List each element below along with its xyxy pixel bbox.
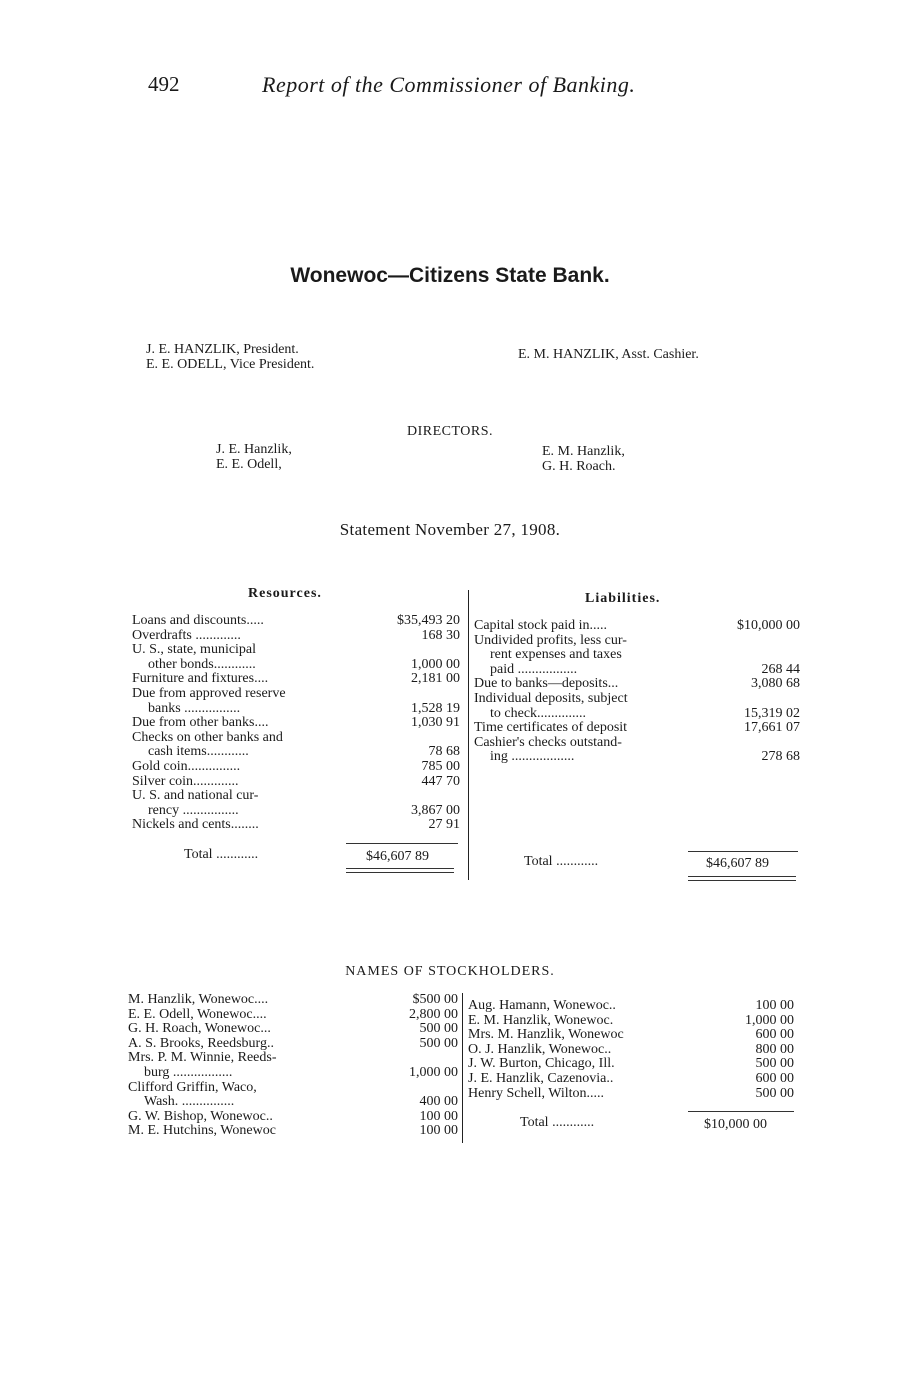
officers-left (146, 342, 314, 372)
resources-row: U. S. and national cur- (132, 788, 259, 804)
resources-row: Overdrafts ............. 168 30 (132, 627, 460, 643)
bank-title: Wonewoc—Citizens State Bank. (290, 264, 610, 287)
stockholder-row: M. E. Hutchins, Wonewoc 100 00 (128, 1123, 458, 1139)
resources-row: cash items............ 78 68 (148, 744, 460, 760)
liabilities-row: Undivided profits, less cur- (474, 632, 627, 648)
director-item: E. E. Odell, (216, 457, 282, 472)
liabilities-row: Capital stock paid in..... $10,000 00 (474, 618, 800, 633)
stockholders-left-table (128, 993, 458, 1139)
officer-asst-cashier: E. M. HANZLIK, Asst. Cashier. (518, 347, 699, 362)
resources-total-amount: $46,607 89 (366, 849, 429, 864)
column-divider (468, 590, 469, 880)
resources-row: Silver coin............. 447 70 (132, 773, 460, 789)
stockholder-row: O. J. Hanzlik, Wonewoc.. 800 00 (468, 1041, 794, 1057)
stockholder-row: G. H. Roach, Wonewoc... 500 00 (128, 1021, 458, 1037)
stockholder-row: Henry Schell, Wilton..... 500 00 (468, 1085, 794, 1101)
resources-total-label: Total ............ (184, 847, 259, 862)
liabilities-row: Time certificates of deposit 17,661 07 (474, 720, 800, 736)
stockholders-total-amount: $10,000 00 (704, 1117, 767, 1132)
resources-row: Checks on other banks and (132, 729, 283, 745)
statement-title: Statement November 27, 1908. (339, 520, 561, 539)
director-item: J. E. Hanzlik, (216, 442, 292, 457)
liabilities-subtotal-rule (688, 851, 798, 852)
stockholder-row: Mrs. M. Hanzlik, Wonewoc 600 00 (468, 1027, 794, 1043)
running-head: Report of the Commissioner of Banking. (262, 72, 636, 97)
resources-row: other bonds............ 1,000 00 (148, 656, 460, 672)
liabilities-row: rent expenses and taxes (490, 647, 622, 663)
stockholder-row: Clifford Griffin, Waco, (128, 1079, 257, 1095)
resources-heading: Resources. (248, 586, 322, 601)
directors-left (216, 442, 292, 472)
page-number: 492 (148, 72, 180, 96)
resources-row: rency ................ 3,867 00 (148, 802, 460, 818)
liabilities-total-amount: $46,607 89 (706, 856, 769, 871)
resources-row: Loans and discounts..... $35,493 20 (132, 613, 460, 628)
director-item: G. H. Roach. (542, 459, 616, 474)
directors-heading: DIRECTORS. (406, 424, 494, 439)
resources-row: Nickels and cents........ 27 91 (132, 817, 460, 833)
stockholder-row: Mrs. P. M. Winnie, Reeds- (128, 1050, 277, 1066)
resources-row: Due from other banks.... 1,030 91 (132, 715, 460, 731)
stockholder-row: burg ................. 1,000 00 (144, 1064, 458, 1080)
stockholders-right-table (468, 999, 794, 1101)
stockholder-row: M. Hanzlik, Wonewoc.... $500 00 (128, 992, 458, 1007)
liabilities-table (474, 619, 800, 765)
officers-right (518, 347, 699, 362)
stockholder-row: Wash. ............... 400 00 (144, 1094, 458, 1110)
stockholder-row: E. M. Hanzlik, Wonewoc. 1,000 00 (468, 1012, 794, 1028)
resources-row: Furniture and fixtures.... 2,181 00 (132, 671, 460, 687)
liabilities-heading: Liabilities. (585, 591, 661, 606)
liabilities-row: Individual deposits, subject (474, 690, 628, 706)
directors-right (542, 444, 625, 474)
stockholders-total-rule (688, 1111, 794, 1112)
director-item: E. M. Hanzlik, (542, 444, 625, 459)
liabilities-total-label: Total ............ (524, 854, 599, 869)
resources-total-double-rule (346, 868, 454, 873)
stockholder-row: G. W. Bishop, Wonewoc.. 100 00 (128, 1108, 458, 1124)
stockholders-heading: NAMES OF STOCKHOLDERS. (345, 964, 555, 979)
liabilities-row: Cashier's checks outstand- (474, 734, 622, 750)
resources-row: Gold coin............... 785 00 (132, 758, 460, 774)
liabilities-row: paid ................. 268 44 (490, 661, 800, 677)
resources-row: banks ................ 1,528 19 (148, 700, 460, 716)
resources-table (132, 614, 460, 833)
stockholders-total-label: Total ............ (520, 1115, 595, 1130)
liabilities-row: to check.............. 15,319 02 (490, 705, 800, 721)
resources-row: U. S., state, municipal (132, 642, 257, 658)
stockholder-row: A. S. Brooks, Reedsburg.. 500 00 (128, 1035, 458, 1051)
stockholder-row: J. W. Burton, Chicago, Ill. 500 00 (468, 1056, 794, 1072)
officer-president: J. E. HANZLIK, President. (146, 342, 299, 357)
stockholder-row: E. E. Odell, Wonewoc.... 2,800 00 (128, 1006, 458, 1022)
liabilities-total-double-rule (688, 876, 796, 881)
stockholder-row: Aug. Hamann, Wonewoc.. 100 00 (468, 998, 794, 1013)
resources-row: Due from approved reserve (132, 685, 286, 701)
stockholder-row: J. E. Hanzlik, Cazenovia.. 600 00 (468, 1070, 794, 1086)
officer-vice-president: E. E. ODELL, Vice President. (146, 357, 315, 372)
stockholders-divider (462, 993, 463, 1143)
liabilities-row: ing .................. 278 68 (490, 749, 800, 765)
resources-subtotal-rule (346, 843, 458, 844)
liabilities-row: Due to banks—deposits... 3,080 68 (474, 676, 800, 692)
